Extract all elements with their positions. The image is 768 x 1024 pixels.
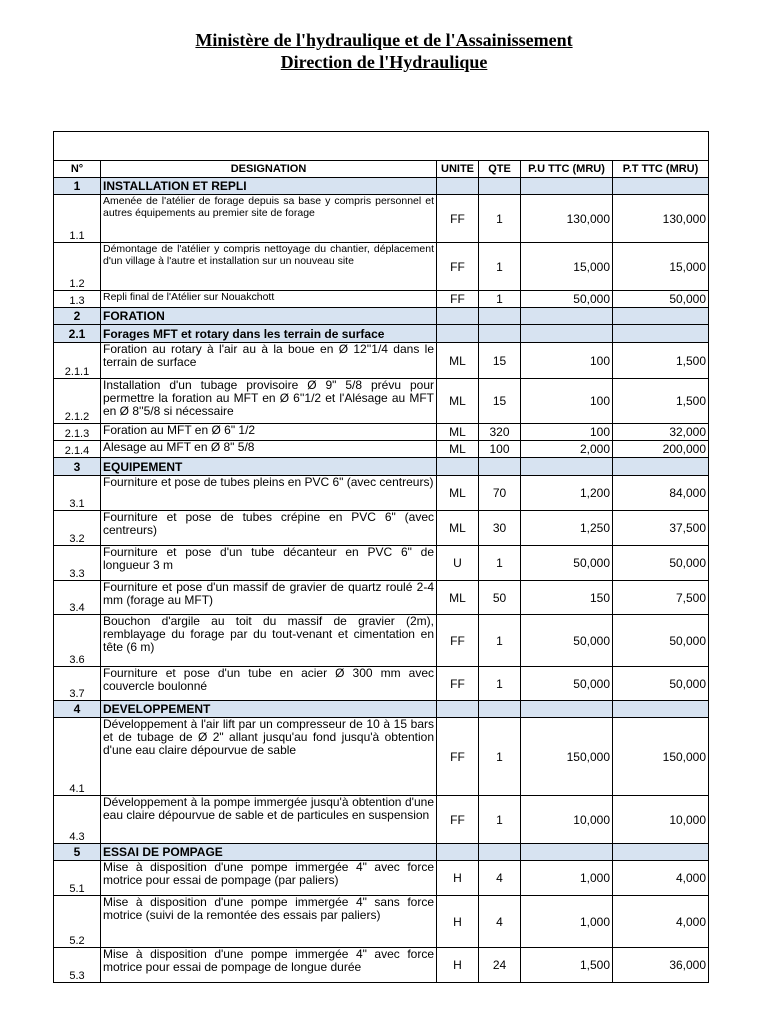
item-number: 3.4 [54,581,101,615]
item-qte: 15 [479,343,521,379]
section-number: 5 [54,844,101,861]
item-unit-price: 50,000 [521,615,613,667]
section-empty-cell [613,701,709,718]
item-total-price: 84,000 [613,476,709,511]
table-row [54,343,709,379]
section-empty-cell [479,308,521,325]
table-row [54,718,709,796]
item-designation: Mise à disposition d'une pompe immergée 4" avec force motrice pour essai de pompage (par paliers) [101,861,437,896]
item-qte: 4 [479,896,521,948]
section-number: 2.1 [54,325,101,343]
item-designation: Fourniture et pose d'un massif de gravier de quartz roulé 2-4 mm (forage au MFT) [101,581,437,615]
item-designation: Foration au MFT en Ø 6" 1/2 [101,424,437,441]
item-designation: Alesage au MFT en Ø 8" 5/8 [101,441,437,458]
section-label: EQUIPEMENT [101,458,437,476]
table-row [54,896,709,948]
item-unit-price: 100 [521,343,613,379]
item-designation: Foration au rotary à l'air au à la boue en Ø 12''1/4 dans le terrain de surface [101,343,437,379]
section-label: INSTALLATION ET REPLI [101,178,437,195]
item-unit-price: 50,000 [521,667,613,701]
item-number: 5.3 [54,948,101,983]
item-unite: FF [437,615,479,667]
blank-title-row [54,132,709,161]
table-row [54,291,709,308]
section-empty-cell [613,844,709,861]
item-unite: H [437,896,479,948]
item-designation: Amenée de l'atélier de forage depuis sa base y compris personnel et autres équipements au premier site de forage [101,195,437,243]
item-total-price: 50,000 [613,546,709,581]
section-empty-cell [437,178,479,195]
section-row [54,178,709,195]
item-designation: Installation d'un tubage provisoire Ø 9" 5/8 prévu pour permettre la foration au MFT en Ø 6''1/2 et l'Alésage au MFT en Ø 8''5/8 si nécessaire [101,379,437,424]
section-number: 1 [54,178,101,195]
table-row [54,667,709,701]
item-number: 3.1 [54,476,101,511]
section-label: Forages MFT et rotary dans les terrain de surface [101,325,437,343]
section-empty-cell [437,308,479,325]
item-qte: 1 [479,546,521,581]
section-empty-cell [613,308,709,325]
item-qte: 1 [479,718,521,796]
item-number: 5.1 [54,861,101,896]
section-empty-cell [521,844,613,861]
table-row [54,379,709,424]
section-empty-cell [437,325,479,343]
item-number: 2.1.4 [54,441,101,458]
item-total-price: 130,000 [613,195,709,243]
item-designation: Repli final de l'Atélier sur Nouakchott [101,291,437,308]
item-qte: 320 [479,424,521,441]
section-label: ESSAI DE POMPAGE [101,844,437,861]
table-row [54,948,709,983]
section-empty-cell [479,701,521,718]
table-row [54,546,709,581]
item-total-price: 32,000 [613,424,709,441]
section-empty-cell [479,458,521,476]
col-header-pt: P.T TTC (MRU) [613,161,709,178]
item-unit-price: 50,000 [521,546,613,581]
item-qte: 4 [479,861,521,896]
section-empty-cell [479,844,521,861]
table-row [54,615,709,667]
item-unit-price: 100 [521,424,613,441]
item-number: 1.1 [54,195,101,243]
item-unite: FF [437,243,479,291]
item-unite: FF [437,796,479,844]
item-number: 3.6 [54,615,101,667]
item-unit-price: 1,500 [521,948,613,983]
item-designation: Développement à l'air lift par un compresseur de 10 à 15 bars et de tubage de Ø 2" allant jusqu'au fond jusqu'à obtention d'une eau claire dépourvue de sable [101,718,437,796]
section-row [54,325,709,343]
item-number: 4.3 [54,796,101,844]
section-empty-cell [613,178,709,195]
col-header-pu: P.U TTC (MRU) [521,161,613,178]
cost-estimate-table [53,131,709,983]
item-unite: FF [437,718,479,796]
item-qte: 50 [479,581,521,615]
table-row [54,796,709,844]
section-empty-cell [613,458,709,476]
item-total-price: 7,500 [613,581,709,615]
item-unit-price: 1,250 [521,511,613,546]
item-number: 2.1.2 [54,379,101,424]
table-row [54,861,709,896]
item-unite: ML [437,343,479,379]
col-header-designation: DESIGNATION [101,161,437,178]
section-number: 4 [54,701,101,718]
item-qte: 1 [479,291,521,308]
section-number: 3 [54,458,101,476]
section-empty-cell [437,458,479,476]
item-total-price: 4,000 [613,896,709,948]
item-number: 3.7 [54,667,101,701]
item-designation: Bouchon d'argile au toit du massif de gravier (2m), remblayage du forage par du tout-venant et cimentation en tête (6 m) [101,615,437,667]
section-empty-cell [479,325,521,343]
item-total-price: 1,500 [613,379,709,424]
section-number: 2 [54,308,101,325]
item-total-price: 15,000 [613,243,709,291]
section-empty-cell [479,178,521,195]
table-row [54,424,709,441]
item-unit-price: 130,000 [521,195,613,243]
item-unit-price: 50,000 [521,291,613,308]
section-empty-cell [521,308,613,325]
item-unit-price: 1,000 [521,896,613,948]
item-total-price: 50,000 [613,291,709,308]
table-row [54,476,709,511]
item-designation: Développement à la pompe immergée jusqu'à obtention d'une eau claire dépourvue de sable et de particules en suspension [101,796,437,844]
item-qte: 24 [479,948,521,983]
item-unit-price: 15,000 [521,243,613,291]
item-unite: ML [437,424,479,441]
item-unit-price: 1,200 [521,476,613,511]
item-qte: 30 [479,511,521,546]
table-row [54,243,709,291]
directorate-title: Direction de l'Hydraulique [280,52,488,72]
item-unit-price: 100 [521,379,613,424]
section-label: DEVELOPPEMENT [101,701,437,718]
item-total-price: 150,000 [613,718,709,796]
section-row [54,844,709,861]
table-row [54,195,709,243]
item-number: 2.1.3 [54,424,101,441]
item-unite: ML [437,441,479,458]
item-number: 4.1 [54,718,101,796]
col-header-unite: UNITE [437,161,479,178]
item-qte: 70 [479,476,521,511]
item-unite: FF [437,195,479,243]
item-unit-price: 150,000 [521,718,613,796]
item-qte: 1 [479,667,521,701]
col-header-num: N° [54,161,101,178]
item-designation: Fourniture et pose d'un tube décanteur en PVC 6" de longueur 3 m [101,546,437,581]
item-total-price: 4,000 [613,861,709,896]
item-qte: 1 [479,195,521,243]
item-designation: Mise à disposition d'une pompe immergée 4" avec force motrice pour essai de pompage de longue durée [101,948,437,983]
item-total-price: 10,000 [613,796,709,844]
item-designation: Fourniture et pose de tubes crépine en PVC 6" (avec centreurs) [101,511,437,546]
item-number: 1.2 [54,243,101,291]
item-qte: 1 [479,243,521,291]
ministry-title: Ministère de l'hydraulique et de l'Assainissement [195,30,573,50]
column-header-row [54,161,709,178]
item-unite: H [437,948,479,983]
item-unite: ML [437,476,479,511]
item-qte: 1 [479,796,521,844]
section-empty-cell [437,844,479,861]
section-row [54,458,709,476]
item-designation: Démontage de l'atélier y compris nettoyage du chantier, déplacement d'un village à l'autre et installation sur un nouveau site [101,243,437,291]
item-qte: 15 [479,379,521,424]
item-qte: 1 [479,615,521,667]
item-total-price: 50,000 [613,615,709,667]
item-unite: ML [437,379,479,424]
section-empty-cell [521,178,613,195]
section-empty-cell [521,325,613,343]
item-qte: 100 [479,441,521,458]
item-unite: H [437,861,479,896]
section-empty-cell [521,458,613,476]
item-unite: ML [437,581,479,615]
item-number: 3.3 [54,546,101,581]
item-number: 2.1.1 [54,343,101,379]
section-row [54,701,709,718]
item-number: 3.2 [54,511,101,546]
section-label: FORATION [101,308,437,325]
table-body [54,132,709,983]
table-row [54,441,709,458]
item-unite: FF [437,291,479,308]
item-designation: Fourniture et pose d'un tube en acier Ø 300 mm avec couvercle boulonné [101,667,437,701]
item-unite: U [437,546,479,581]
col-header-qte: QTE [479,161,521,178]
table-row [54,511,709,546]
section-empty-cell [613,325,709,343]
item-number: 1.3 [54,291,101,308]
item-unit-price: 150 [521,581,613,615]
table-row [54,581,709,615]
item-number: 5.2 [54,896,101,948]
item-designation: Mise à disposition d'une pompe immergée 4" sans force motrice (suivi de la remontée des essais par paliers) [101,896,437,948]
item-total-price: 37,500 [613,511,709,546]
item-unit-price: 10,000 [521,796,613,844]
item-unite: ML [437,511,479,546]
section-empty-cell [521,701,613,718]
item-unit-price: 1,000 [521,861,613,896]
item-total-price: 1,500 [613,343,709,379]
item-total-price: 36,000 [613,948,709,983]
section-empty-cell [437,701,479,718]
item-total-price: 50,000 [613,667,709,701]
section-row [54,308,709,325]
item-unite: FF [437,667,479,701]
item-total-price: 200,000 [613,441,709,458]
item-unit-price: 2,000 [521,441,613,458]
item-designation: Fourniture et pose de tubes pleins en PVC 6" (avec centreurs) [101,476,437,511]
